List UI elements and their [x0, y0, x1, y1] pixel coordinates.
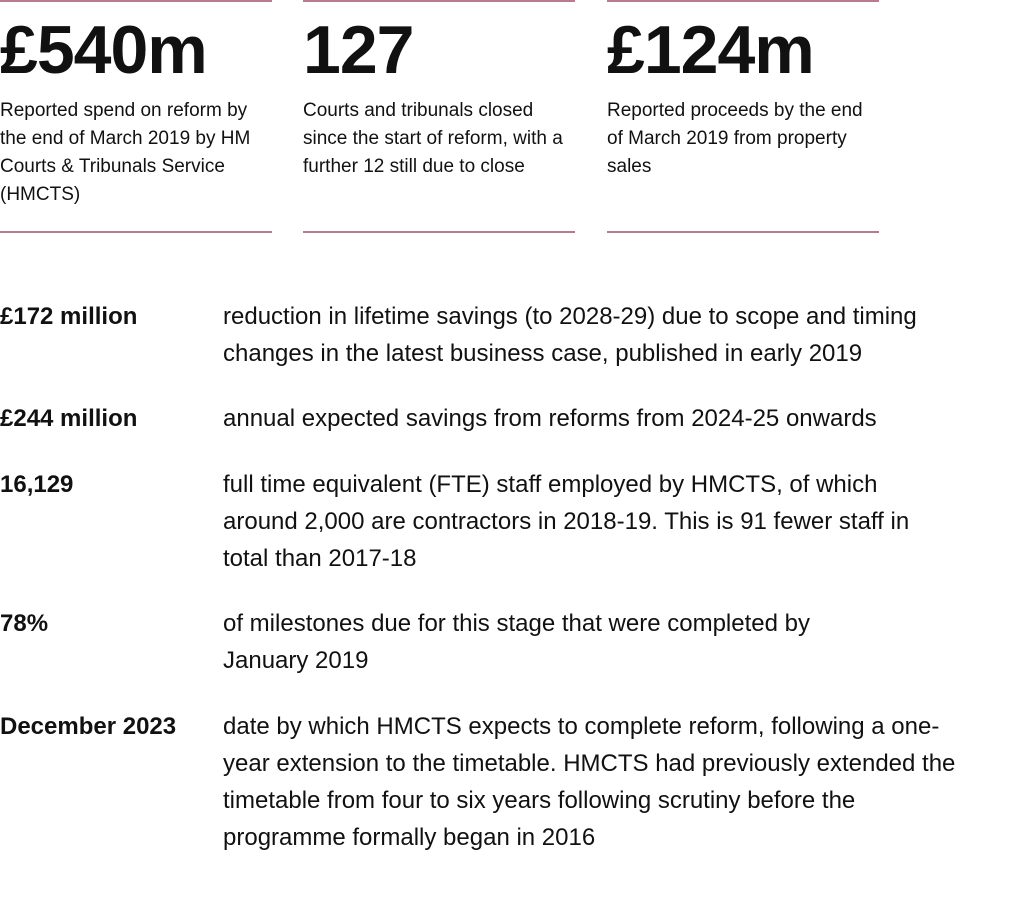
- divider-bottom: [0, 231, 272, 233]
- fact-key: 78%: [0, 610, 49, 637]
- stat-value: 127: [303, 12, 414, 88]
- stat-value: £124m: [607, 12, 814, 88]
- divider-top: [607, 0, 879, 2]
- fact-text: full time equivalent (FTE) staff employed by HMCTS, of which around 2,000 are contractors in 2018-19. This is 91 fewer staff in total than 2017-18: [223, 471, 910, 572]
- fact-key: 16,129: [0, 471, 74, 498]
- stat-card-proceeds: [607, 0, 879, 232]
- divider-bottom: [607, 231, 879, 233]
- stat-description: Reported spend on reform by the end of March 2019 by HM Courts & Tribunals Service (HMCTS): [0, 100, 251, 205]
- divider-top: [0, 0, 272, 2]
- divider-bottom: [303, 231, 575, 233]
- fact-key: December 2023: [0, 713, 177, 740]
- fact-text: date by which HMCTS expects to complete reform, following a one-year extension to the timetable. HMCTS had previously extended the timetable from four to six years following scrutiny before the programme formally began in 2016: [223, 713, 956, 851]
- stat-value: £540m: [0, 12, 207, 88]
- fact-key: £244 million: [0, 405, 138, 432]
- stat-card-spend: [0, 0, 272, 232]
- divider-top: [303, 0, 575, 2]
- fact-text: reduction in lifetime savings (to 2028-29) due to scope and timing changes in the latest business case, published in early 2019: [223, 303, 917, 367]
- fact-text: of milestones due for this stage that were completed by January 2019: [223, 610, 810, 674]
- fact-text: annual expected savings from reforms from 2024-25 onwards: [223, 405, 877, 432]
- fact-key: £172 million: [0, 303, 138, 330]
- stat-card-closures: [303, 0, 575, 232]
- stat-description: Reported proceeds by the end of March 2019 from property sales: [607, 100, 863, 177]
- stat-description: Courts and tribunals closed since the start of reform, with a further 12 still due to close: [303, 100, 563, 177]
